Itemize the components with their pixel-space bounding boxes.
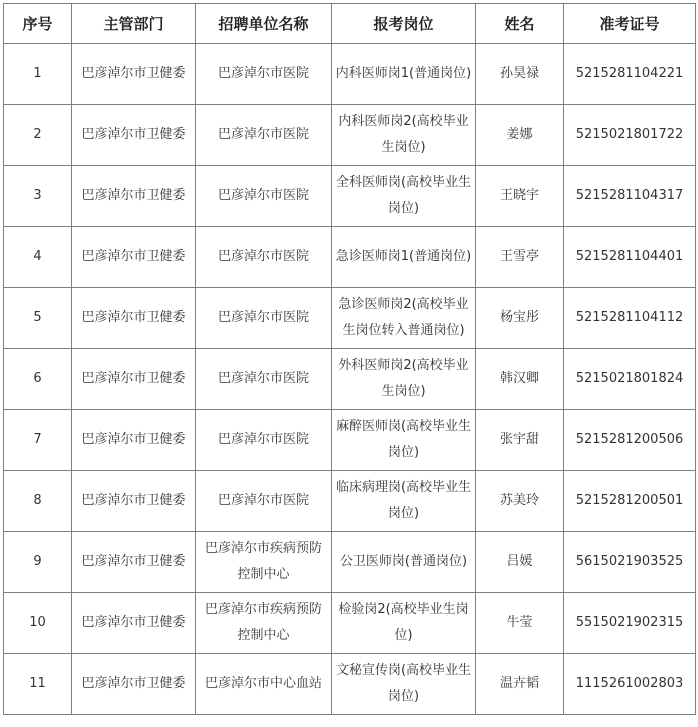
cell-name: 姜娜 — [476, 105, 564, 166]
cell-name: 温卉韬 — [476, 654, 564, 715]
cell-department: 巴彦淖尔市卫健委 — [72, 166, 196, 227]
cell-hiring-unit: 巴彦淖尔市医院 — [196, 44, 332, 105]
cell-ticket-number: 5215281200501 — [564, 471, 696, 532]
header-department: 主管部门 — [72, 4, 196, 44]
header-ticket-number: 准考证号 — [564, 4, 696, 44]
header-name: 姓名 — [476, 4, 564, 44]
cell-name: 杨宝彤 — [476, 288, 564, 349]
cell-hiring-unit: 巴彦淖尔市医院 — [196, 105, 332, 166]
cell-department: 巴彦淖尔市卫健委 — [72, 593, 196, 654]
cell-hiring-unit: 巴彦淖尔市疾病预防控制中心 — [196, 593, 332, 654]
cell-ticket-number: 5215281200506 — [564, 410, 696, 471]
cell-name: 张宇甜 — [476, 410, 564, 471]
cell-ticket-number: 5215281104221 — [564, 44, 696, 105]
cell-position: 内科医师岗2(高校毕业生岗位) — [332, 105, 476, 166]
cell-ticket-number: 5215281104317 — [564, 166, 696, 227]
table-row — [4, 166, 696, 227]
cell-position: 内科医师岗1(普通岗位) — [332, 44, 476, 105]
cell-position: 临床病理岗(高校毕业生岗位) — [332, 471, 476, 532]
header-hiring-unit: 招聘单位名称 — [196, 4, 332, 44]
table-row — [4, 532, 696, 593]
cell-serial-number: 3 — [4, 166, 72, 227]
cell-position: 文秘宣传岗(高校毕业生岗位) — [332, 654, 476, 715]
cell-name: 韩汉卿 — [476, 349, 564, 410]
cell-name: 牛莹 — [476, 593, 564, 654]
cell-name: 王晓宇 — [476, 166, 564, 227]
cell-serial-number: 11 — [4, 654, 72, 715]
cell-ticket-number: 5215021801824 — [564, 349, 696, 410]
cell-ticket-number: 1115261002803 — [564, 654, 696, 715]
table-row — [4, 593, 696, 654]
cell-position: 公卫医师岗(普通岗位) — [332, 532, 476, 593]
cell-name: 孙昊禄 — [476, 44, 564, 105]
table-row — [4, 44, 696, 105]
cell-ticket-number: 5215281104112 — [564, 288, 696, 349]
cell-serial-number: 6 — [4, 349, 72, 410]
cell-department: 巴彦淖尔市卫健委 — [72, 227, 196, 288]
table-row — [4, 288, 696, 349]
cell-ticket-number: 5615021903525 — [564, 532, 696, 593]
cell-position: 急诊医师岗1(普通岗位) — [332, 227, 476, 288]
cell-department: 巴彦淖尔市卫健委 — [72, 288, 196, 349]
cell-serial-number: 5 — [4, 288, 72, 349]
cell-ticket-number: 5215281104401 — [564, 227, 696, 288]
cell-serial-number: 10 — [4, 593, 72, 654]
cell-department: 巴彦淖尔市卫健委 — [72, 654, 196, 715]
cell-department: 巴彦淖尔市卫健委 — [72, 532, 196, 593]
cell-department: 巴彦淖尔市卫健委 — [72, 105, 196, 166]
cell-position: 全科医师岗(高校毕业生岗位) — [332, 166, 476, 227]
cell-name: 吕媛 — [476, 532, 564, 593]
cell-ticket-number: 5215021801722 — [564, 105, 696, 166]
cell-hiring-unit: 巴彦淖尔市疾病预防控制中心 — [196, 532, 332, 593]
cell-hiring-unit: 巴彦淖尔市中心血站 — [196, 654, 332, 715]
table-row — [4, 227, 696, 288]
cell-hiring-unit: 巴彦淖尔市医院 — [196, 288, 332, 349]
cell-serial-number: 8 — [4, 471, 72, 532]
cell-hiring-unit: 巴彦淖尔市医院 — [196, 471, 332, 532]
header-position: 报考岗位 — [332, 4, 476, 44]
cell-position: 检验岗2(高校毕业生岗位) — [332, 593, 476, 654]
cell-department: 巴彦淖尔市卫健委 — [72, 471, 196, 532]
cell-name: 苏美玲 — [476, 471, 564, 532]
table-row — [4, 349, 696, 410]
cell-hiring-unit: 巴彦淖尔市医院 — [196, 410, 332, 471]
cell-position: 麻醉医师岗(高校毕业生岗位) — [332, 410, 476, 471]
cell-position: 急诊医师岗2(高校毕业生岗位转入普通岗位) — [332, 288, 476, 349]
table-header-row — [4, 4, 696, 44]
table-row — [4, 471, 696, 532]
table-row — [4, 105, 696, 166]
cell-serial-number: 2 — [4, 105, 72, 166]
cell-serial-number: 1 — [4, 44, 72, 105]
cell-department: 巴彦淖尔市卫健委 — [72, 410, 196, 471]
cell-serial-number: 7 — [4, 410, 72, 471]
table-row — [4, 410, 696, 471]
header-serial-number: 序号 — [4, 4, 72, 44]
cell-department: 巴彦淖尔市卫健委 — [72, 44, 196, 105]
cell-position: 外科医师岗2(高校毕业生岗位) — [332, 349, 476, 410]
cell-hiring-unit: 巴彦淖尔市医院 — [196, 349, 332, 410]
cell-hiring-unit: 巴彦淖尔市医院 — [196, 166, 332, 227]
cell-hiring-unit: 巴彦淖尔市医院 — [196, 227, 332, 288]
candidate-table — [3, 3, 696, 715]
cell-serial-number: 4 — [4, 227, 72, 288]
table-row — [4, 654, 696, 715]
cell-department: 巴彦淖尔市卫健委 — [72, 349, 196, 410]
cell-name: 王雪亭 — [476, 227, 564, 288]
cell-ticket-number: 5515021902315 — [564, 593, 696, 654]
cell-serial-number: 9 — [4, 532, 72, 593]
